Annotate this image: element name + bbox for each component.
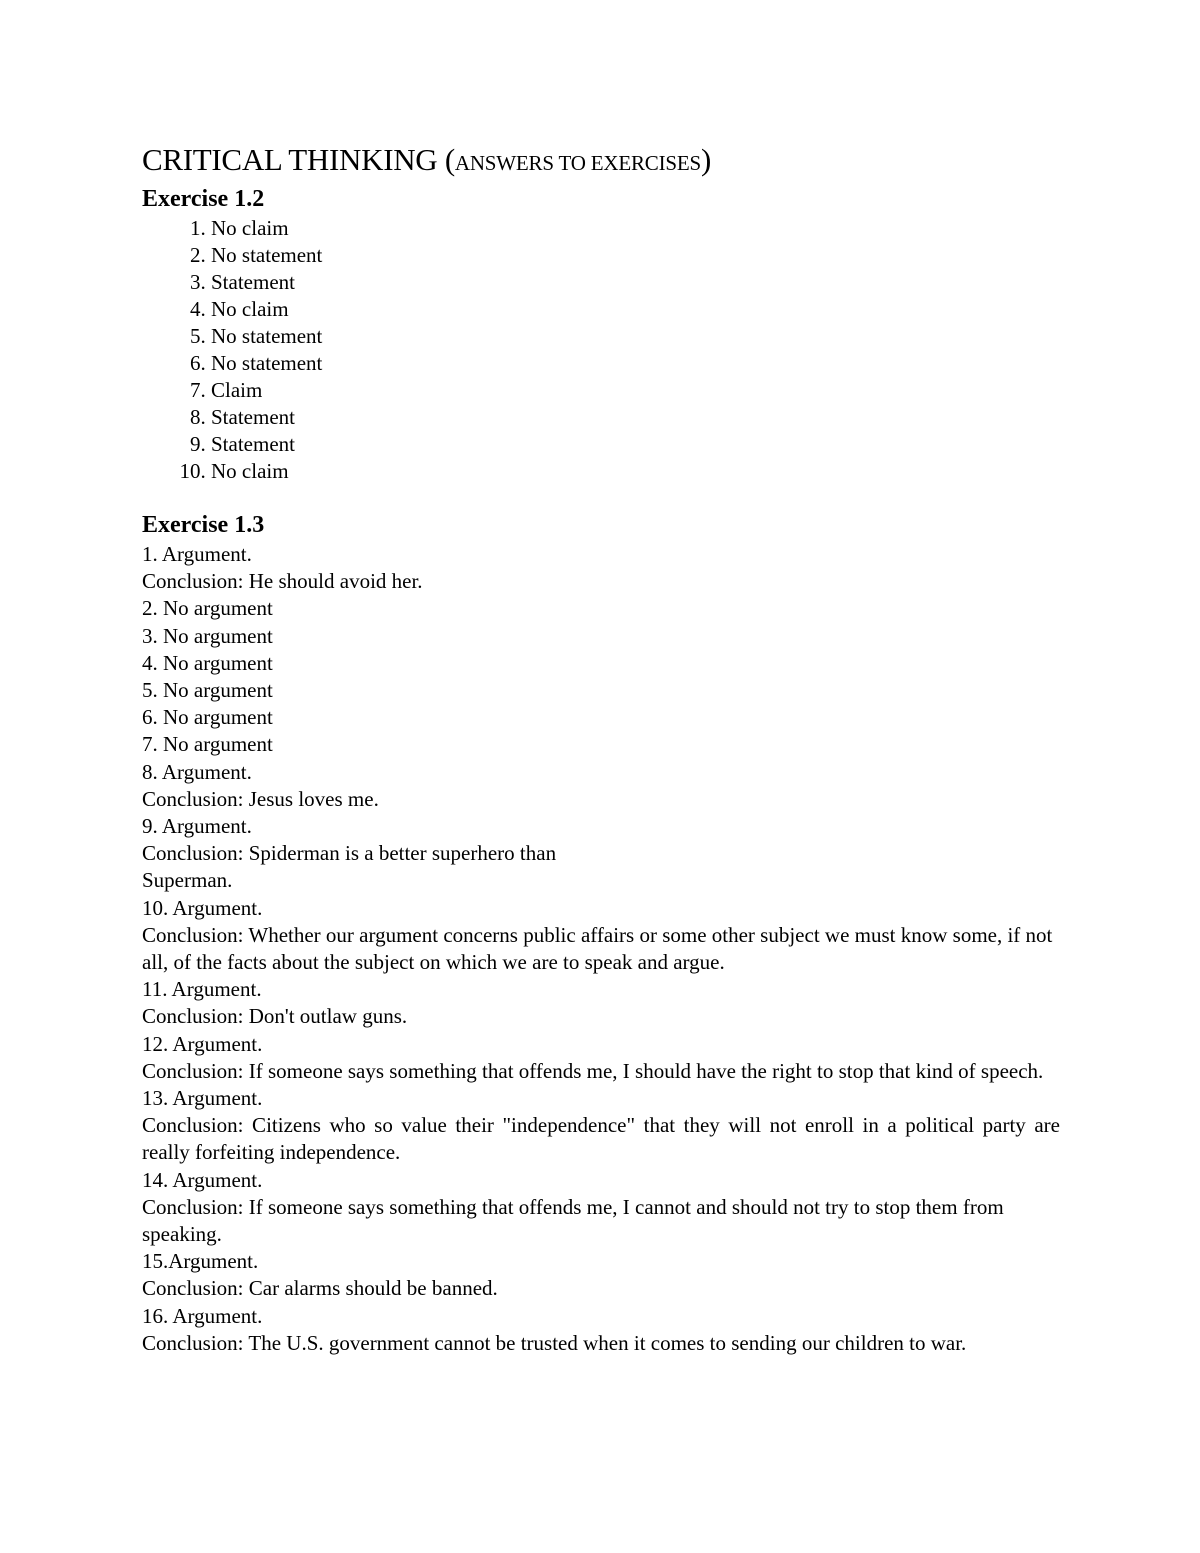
answer-item: 5. No argument bbox=[142, 678, 273, 703]
list-item: 3. Statement bbox=[211, 269, 1060, 296]
answer-item: 15.Argument. bbox=[142, 1249, 259, 1274]
answer-conclusion: Conclusion: The U.S. government cannot be trusted when it comes to sending our children to war. bbox=[142, 1330, 967, 1355]
document-title bbox=[142, 140, 1060, 183]
answer-conclusion: Conclusion: Whether our argument concerns public affairs or some other subject we must know some, if not all, of the facts about the subject on which we are to speak and argue. bbox=[142, 922, 1053, 975]
document-page bbox=[142, 140, 1060, 1357]
answer-item: 6. No argument bbox=[142, 705, 273, 730]
list-item: 4. No claim bbox=[211, 296, 1060, 323]
answer-item: 2. No argument bbox=[142, 596, 273, 621]
answer-item: 13. Argument. bbox=[142, 1086, 263, 1111]
answer-item: 1. Argument. bbox=[142, 542, 252, 566]
answer-item: 12. Argument. bbox=[142, 1031, 263, 1056]
answer-item: 7. No argument bbox=[142, 732, 273, 757]
answer-conclusion: Conclusion: He should avoid her. bbox=[142, 569, 423, 594]
exercise-1-3-answers bbox=[142, 541, 1060, 1357]
answer-item: 4. No argument bbox=[142, 650, 273, 675]
answer-conclusion: Conclusion: Car alarms should be banned. bbox=[142, 1276, 498, 1301]
answer-item: 3. No argument bbox=[142, 623, 273, 648]
list-item: 1. No claim bbox=[211, 215, 1060, 242]
answer-conclusion: Conclusion: Don't outlaw guns. bbox=[142, 1004, 408, 1029]
list-item: 8. Statement bbox=[211, 404, 1060, 431]
answer-item: 11. Argument. bbox=[142, 977, 262, 1002]
answer-conclusion: Conclusion: Spiderman is a better superhero than bbox=[142, 841, 557, 866]
answer-item: 9. Argument. bbox=[142, 814, 252, 839]
answer-item: 16. Argument. bbox=[142, 1303, 263, 1328]
answer-item: 10. Argument. bbox=[142, 895, 263, 920]
list-item: 10. No claim bbox=[211, 458, 1060, 485]
answer-item: 14. Argument. bbox=[142, 1167, 263, 1192]
list-item: 2. No statement bbox=[211, 242, 1060, 269]
list-item: 7. Claim bbox=[211, 377, 1060, 404]
title-close: ) bbox=[700, 142, 711, 177]
list-item: 9. Statement bbox=[211, 431, 1060, 458]
answer-item: 8. Argument. bbox=[142, 759, 252, 784]
title-main: CRITICAL THINKING ( bbox=[142, 142, 455, 177]
list-item: 6. No statement bbox=[211, 350, 1060, 377]
answer-conclusion: Conclusion: Citizens who so value their "independence" that they will not enroll in a political party are really forfeiting independence. bbox=[142, 1113, 1060, 1165]
answer-item: Superman. bbox=[142, 868, 233, 893]
answer-conclusion: Conclusion: If someone says something that offends me, I cannot and should not try to stop them from speaking. bbox=[142, 1194, 1004, 1247]
exercise-1-2-list bbox=[142, 215, 1060, 485]
answer-conclusion: Conclusion: If someone says something that offends me, I should have the right to stop that kind of speech. bbox=[142, 1058, 1044, 1083]
list-item: 5. No statement bbox=[211, 323, 1060, 350]
answer-conclusion: Conclusion: Jesus loves me. bbox=[142, 786, 379, 811]
title-subtitle: ANSWERS TO EXERCISES bbox=[454, 151, 701, 175]
exercise-1-3-heading: Exercise 1.3 bbox=[142, 512, 265, 538]
exercise-1-2-heading: Exercise 1.2 bbox=[142, 186, 265, 212]
